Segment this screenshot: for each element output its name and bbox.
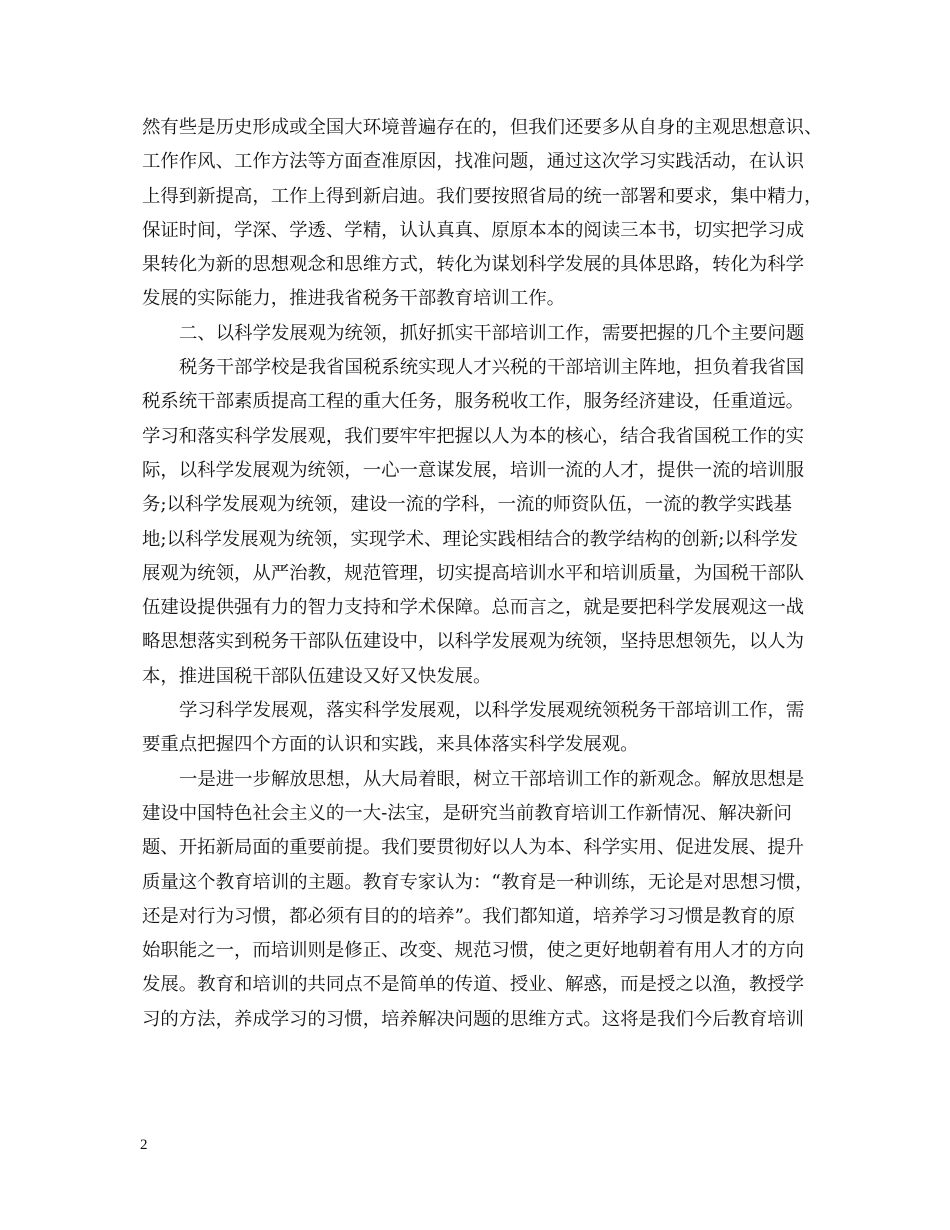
text-line: 发展的实际能力，推进我省税务干部教育培训工作。 <box>142 288 565 310</box>
page-number: 2 <box>140 1137 148 1153</box>
text-line: 还是对行为习惯，都必须有目的的培养”。我们都知道，培养学习习惯是教育的原 <box>142 905 796 927</box>
text-line: 务;以科学发展观为统领，建设一流的学科，一流的师资队伍，一流的教学实践基 <box>142 494 792 516</box>
text-line: 发展。教育和培训的共同点不是简单的传道、授业、解惑，而是授之以渔，教授学 <box>142 974 805 996</box>
text-line: 二、以科学发展观为统领，抓好抓实干部培训工作，需要把握的几个主要问题 <box>179 322 805 344</box>
text-line: 际，以科学发展观为统领，一心一意谋发展，培训一流的人才，提供一流的培训服 <box>142 459 805 481</box>
text-line: 一是进一步解放思想，从大局着眼，树立干部培训工作的新观念。解放思想是 <box>179 768 805 790</box>
text-line: 学习和落实科学发展观，我们要牢牢把握以人为本的核心，结合我省国税工作的实 <box>142 425 805 447</box>
text-line: 税系统干部素质提高工程的重大任务，服务税收工作，服务经济建设，任重道远。 <box>142 391 805 413</box>
text-line: 题、开拓新局面的重要前提。我们要贯彻好以人为本、科学实用、促进发展、提升 <box>142 837 805 859</box>
text-line: 然有些是历史形成或全国大环境普遍存在的，但我们还要多从自身的主观思想意识、 <box>142 117 823 138</box>
text-line: 税务干部学校是我省国税系统实现人才兴税的干部培训主阵地，担负着我省国 <box>179 357 805 379</box>
text-line: 保证时间，学深、学透、学精，认认真真、原原本本的阅读三本书，切实把学习成 <box>142 219 805 241</box>
text-line: 地;以科学发展观为统领，实现学术、理论实践相结合的教学结构的创新;以科学发 <box>142 528 799 550</box>
text-line: 质量这个教育培训的主题。教育专家认为：“教育是一种训练，无论是对思想习惯， <box>142 871 814 893</box>
text-line: 果转化为新的思想观念和思维方式，转化为谋划科学发展的具体思路，转化为科学 <box>142 254 805 276</box>
text-line: 伍建设提供强有力的智力支持和学术保障。总而言之，就是要把科学发展观这一战 <box>142 597 805 619</box>
text-line: 要重点把握四个方面的认识和实践，来具体落实科学发展观。 <box>142 734 639 756</box>
text-line: 学习科学发展观，落实科学发展观，以科学发展观统领税务干部培训工作，需 <box>179 700 805 722</box>
text-line: 本，推进国税干部队伍建设又好又快发展。 <box>142 665 492 687</box>
body-text <box>142 111 823 1037</box>
text-line: 展观为统领，从严治教，规范管理，切实提高培训水平和培训质量，为国税干部队 <box>142 562 805 584</box>
text-line: 习的方法，养成学习的习惯，培养解决问题的思维方式。这将是我们今后教育培训 <box>142 1008 805 1030</box>
text-line: 上得到新提高，工作上得到新启迪。我们要按照省局的统一部署和要求，集中精力， <box>142 185 823 207</box>
text-line: 建设中国特色社会主义的一大-法宝，是研究当前教育培训工作新情况、解决新问 <box>142 802 792 824</box>
text-line: 略思想落实到税务干部队伍建设中，以科学发展观为统领，坚持思想领先，以人为 <box>142 631 805 653</box>
text-line: 工作作风、工作方法等方面查准原因，找准问题，通过这次学习实践活动，在认识 <box>142 151 805 173</box>
text-line: 始职能之一，而培训则是修正、改变、规范习惯，使之更好地朝着有用人才的方向 <box>142 940 805 962</box>
